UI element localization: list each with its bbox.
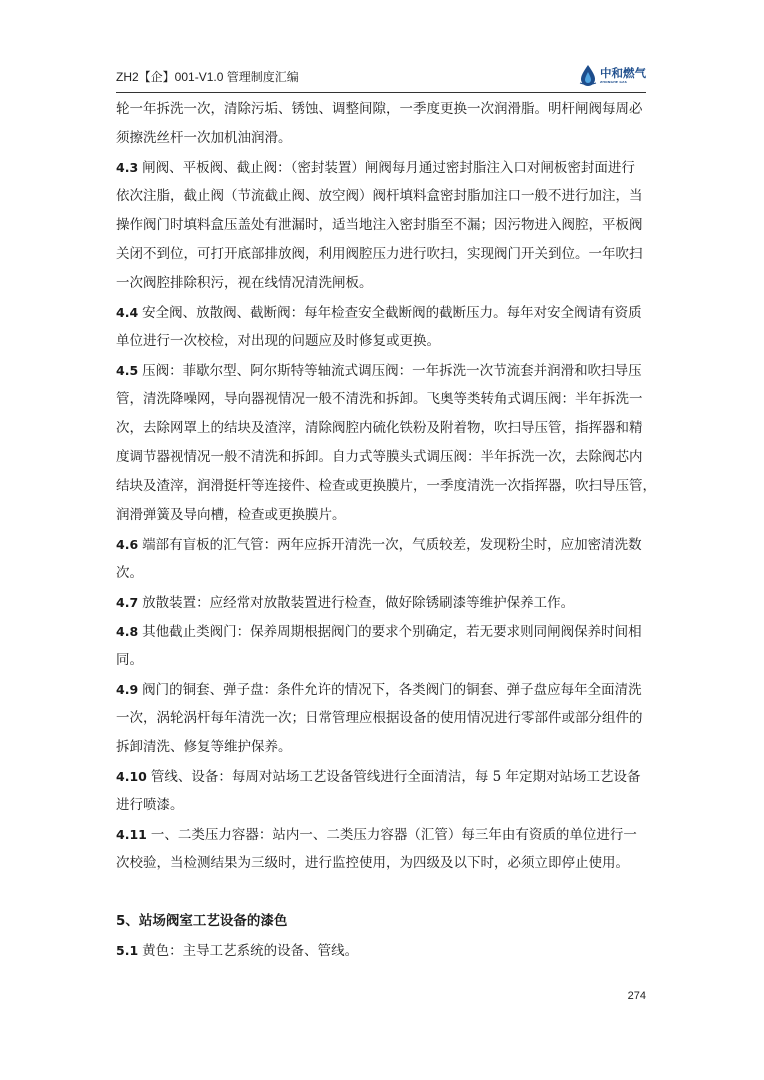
paragraph-line [116,182,646,211]
line-text: 依次注脂，截止阀（节流截止阀、放空阀）阀杆填料盒密封脂加注口一般不进行加注，当 [116,188,643,204]
line-text: 单位进行一次校检，对出现的问题应及时修复或更换。 [116,333,440,349]
section-spacer [116,878,646,907]
clause-number: 4.11 [116,827,147,842]
line-text: 端部有盲板的汇气管：两年应拆开清洗一次，气质较差，发现粉尘时，应加密清洗数 [142,537,642,553]
line-text: 黄色：主导工艺系统的设备、管线。 [142,943,359,959]
paragraph-line [116,327,646,356]
line-text: 次校验，当检测结果为三级时，进行监控使用，为四级及以下时，必须立即停止使用。 [116,855,629,871]
paragraph-line [116,443,646,472]
paragraph-line [116,849,646,878]
line-text: 一、二类压力容器：站内一、二类压力容器（汇管）每三年由有资质的单位进行一 [150,827,637,843]
clause-number: 4.9 [116,682,139,697]
line-text: 度调节器视情况一般不清洗和拆卸。自力式等膜头式调压阀：半年拆洗一次，去除阀芯内 [116,449,643,465]
company-logo [579,62,646,88]
line-text: 一次阀腔排除积污，视在线情况清洗闸板。 [116,275,373,291]
paragraph-line [116,588,646,617]
paragraph-line [116,472,656,501]
paragraph-line [116,124,646,153]
clause-number: 4.10 [116,769,147,784]
paragraph-line [116,211,646,240]
line-text: 次。 [116,565,143,581]
line-text: 管，清洗降噪网，导向器视情况一般不清洗和拆卸。飞奥等类转角式调压阀：半年拆洗一 [116,391,643,407]
line-text: 闸阀、平板阀、截止阀：（密封装置）闸阀每月通过密封脂注入口对闸板密封面进行 [142,160,635,176]
header-divider [116,92,646,93]
line-text: 润滑弹簧及导向槽，检查或更换膜片。 [116,507,346,523]
paragraph-line [116,240,646,269]
line-text: 放散装置：应经常对放散装置进行检查，做好除锈刷漆等维护保养工作。 [142,595,575,611]
line-text: 次，去除网罩上的结块及渣滓，清除阀腔内硫化铁粉及附着物，吹扫导压管，指挥器和精 [116,420,643,436]
clause-number: 4.6 [116,537,139,552]
paragraph-line [116,675,646,704]
paragraph-line [116,762,646,791]
paragraph-line [116,501,646,530]
logo-wordmark: 中和燃气 ZHONGHE GAS [600,65,646,84]
clause-number: 4.7 [116,595,139,610]
paragraph-line [116,704,646,733]
line-text: 须擦洗丝杆一次加机油润滑。 [116,130,292,146]
line-text: 其他截止类阀门：保养周期根据阀门的要求个别确定，若无要求则同闸阀保养时间相 [142,624,642,640]
clause-number: 4.4 [116,305,139,320]
section-heading: 5、站场阀室工艺设备的漆色 [116,913,288,929]
line-text: 阀门的铜套、弹子盘：条件允许的情况下，各类阀门的铜套、弹子盘应每年全面清洗 [142,682,642,698]
line-text: 操作阀门时填料盒压盖处有泄漏时，适当地注入密封脂至不漏；因污物进入阀腔，平板阀 [116,217,643,233]
paragraph-line [116,617,646,646]
line-text: 一次，涡轮涡杆每年清洗一次；日常管理应根据设备的使用情况进行零部件或部分组件的 [116,710,643,726]
line-text: 安全阀、放散阀、截断阀：每年检查安全截断阀的截断压力。每年对安全阀请有资质 [142,305,642,321]
paragraph-line [116,646,646,675]
line-text: 结块及渣滓，润滑挺杆等连接件、检查或更换膜片，一季度清洗一次指挥器，吹扫导压管， [116,478,656,494]
clause-number: 4.8 [116,624,139,639]
line-text: 关闭不到位，可打开底部排放阀，利用阀腔压力进行吹扫，实现阀门开关到位。一年吹扫 [116,246,643,262]
flame-drop-icon [579,64,597,86]
line-text: 轮一年拆洗一次，清除污垢、锈蚀、调整间隙，一季度更换一次润滑脂。明杆闸阀每周必 [116,101,643,117]
document-body [116,95,656,965]
line-text: 管线、设备：每周对站场工艺设备管线进行全面清洁，每 5 年定期对站场工艺设备 [150,769,641,785]
paragraph-line [116,356,646,385]
clause-number: 5.1 [116,943,139,958]
document-title: ZH2【企】001-V1.0 管理制度汇编 [116,70,299,84]
paragraph-line [116,936,646,965]
paragraph-line [116,559,646,588]
paragraph-line [116,530,646,559]
page-header [116,62,646,92]
line-text: 压阀：菲歇尔型、阿尔斯特等轴流式调压阀：一年拆洗一次节流套并润滑和吹扫导压 [142,363,642,379]
paragraph-line [116,298,646,327]
paragraph-line [116,733,646,762]
line-text: 拆卸清洗、修复等维护保养。 [116,739,292,755]
paragraph-line [116,820,646,849]
paragraph-line [116,791,646,820]
paragraph-line [116,414,646,443]
paragraph-line [116,153,646,182]
clause-number: 4.3 [116,160,139,175]
line-text: 同。 [116,652,143,668]
paragraph-line [116,95,646,124]
paragraph-line [116,385,646,414]
page-number: 274 [627,990,646,1002]
line-text: 进行喷漆。 [116,797,184,813]
paragraph-line [116,269,646,298]
clause-number: 4.5 [116,363,139,378]
